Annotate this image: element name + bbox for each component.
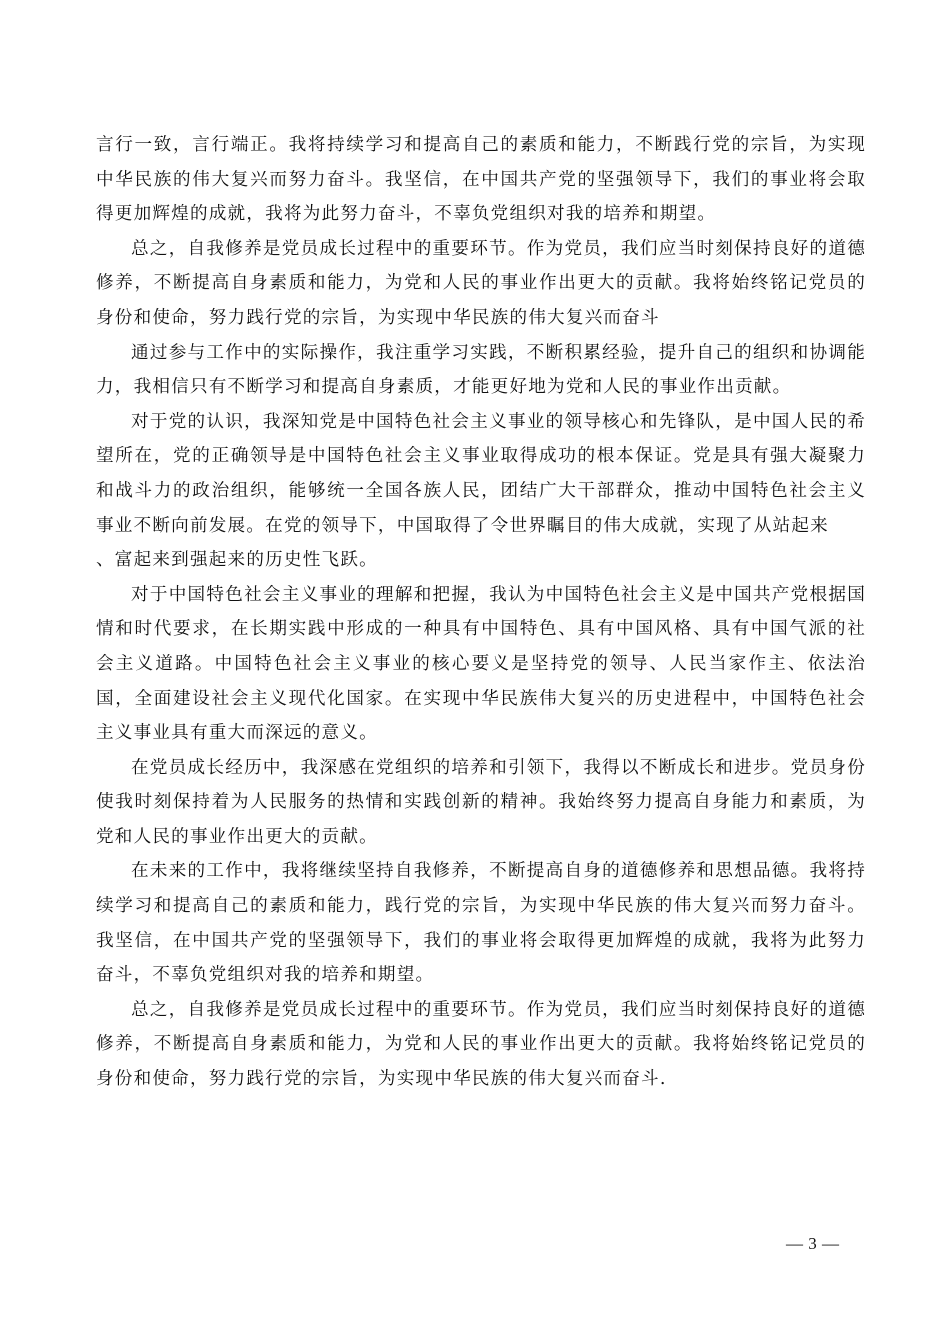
paragraph-historic-leap: 、富起来到强起来的历史性飞跃。: [96, 550, 378, 571]
paragraph-summary-2: 总之，自我修养是党员成长过程中的重要环节。作为党员，我们应当时刻保持良好的道德修养，不断提高自身素质和能力，为党和人民的事业作出更大的贡献。我将始终铭记党员的身份和使命，努力践行党的宗旨，为实现中华民族的伟大复兴而奋斗.: [96, 999, 866, 1090]
paragraph-continuation: 言行一致，言行端正。我将持续学习和提高自己的素质和能力，不断践行党的宗旨，为实现中华民族的伟大复兴而努力奋斗。我坚信，在中国共产党的坚强领导下，我们的事业将会取得更加辉煌的成就，我将为此努力奋斗，不辜负党组织对我的培养和期望。: [96, 135, 866, 225]
paragraph-practice: 通过参与工作中的实际操作，我注重学习实践，不断积累经验，提升自己的组织和协调能力，我相信只有不断学习和提高自身素质，才能更好地为党和人民的事业作出贡献。: [96, 342, 866, 398]
paragraph-summary-1: 总之，自我修养是党员成长过程中的重要环节。作为党员，我们应当时刻保持良好的道德修养，不断提高自身素质和能力，为党和人民的事业作出更大的贡献。我将始终铭记党员的身份和使命，努力践行党的宗旨，为实现中华民族的伟大复兴而奋斗: [96, 238, 866, 328]
paragraph-future-work: 在未来的工作中，我将继续坚持自我修养，不断提高自身的道德修养和思想品德。我将持续学习和提高自己的素质和能力，践行党的宗旨，为实现中华民族的伟大复兴而努力奋斗。我坚信，在中国共产党的坚强领导下，我们的事业将会取得更加辉煌的成就，我将为此努力奋斗，不辜负党组织对我的培养和期望。: [96, 861, 866, 986]
document-body: [96, 128, 866, 1097]
paragraph-socialism: 对于中国特色社会主义事业的理解和把握，我认为中国特色社会主义是中国共产党根据国情和时代要求，在长期实践中形成的一种具有中国特色、具有中国风格、具有中国气派的社会主义道路。中国特色社会主义事业的核心要义是坚持党的领导、人民当家作主、依法治国，全面建设社会主义现代化国家。在实现中华民族伟大复兴的历史进程中，中国特色社会主义事业具有重大而深远的意义。: [96, 584, 866, 744]
page-number: — 3 —: [786, 1234, 840, 1253]
paragraph-party-understanding: 对于党的认识，我深知党是中国特色社会主义事业的领导核心和先锋队，是中国人民的希望所在，党的正确领导是中国特色社会主义事业取得成功的根本保证。党是具有强大凝聚力和战斗力的政治组织，能够统一全国各族人民，团结广大干部群众，推动中国特色社会主义事业不断向前发展。在党的领导下，中国取得了令世界瞩目的伟大成就，实现了从站起来: [96, 411, 866, 536]
paragraph-growth: 在党员成长经历中，我深感在党组织的培养和引领下，我得以不断成长和进步。党员身份使我时刻保持着为人民服务的热情和实践创新的精神。我始终努力提高自身能力和素质，为党和人民的事业作出更大的贡献。: [96, 757, 866, 847]
